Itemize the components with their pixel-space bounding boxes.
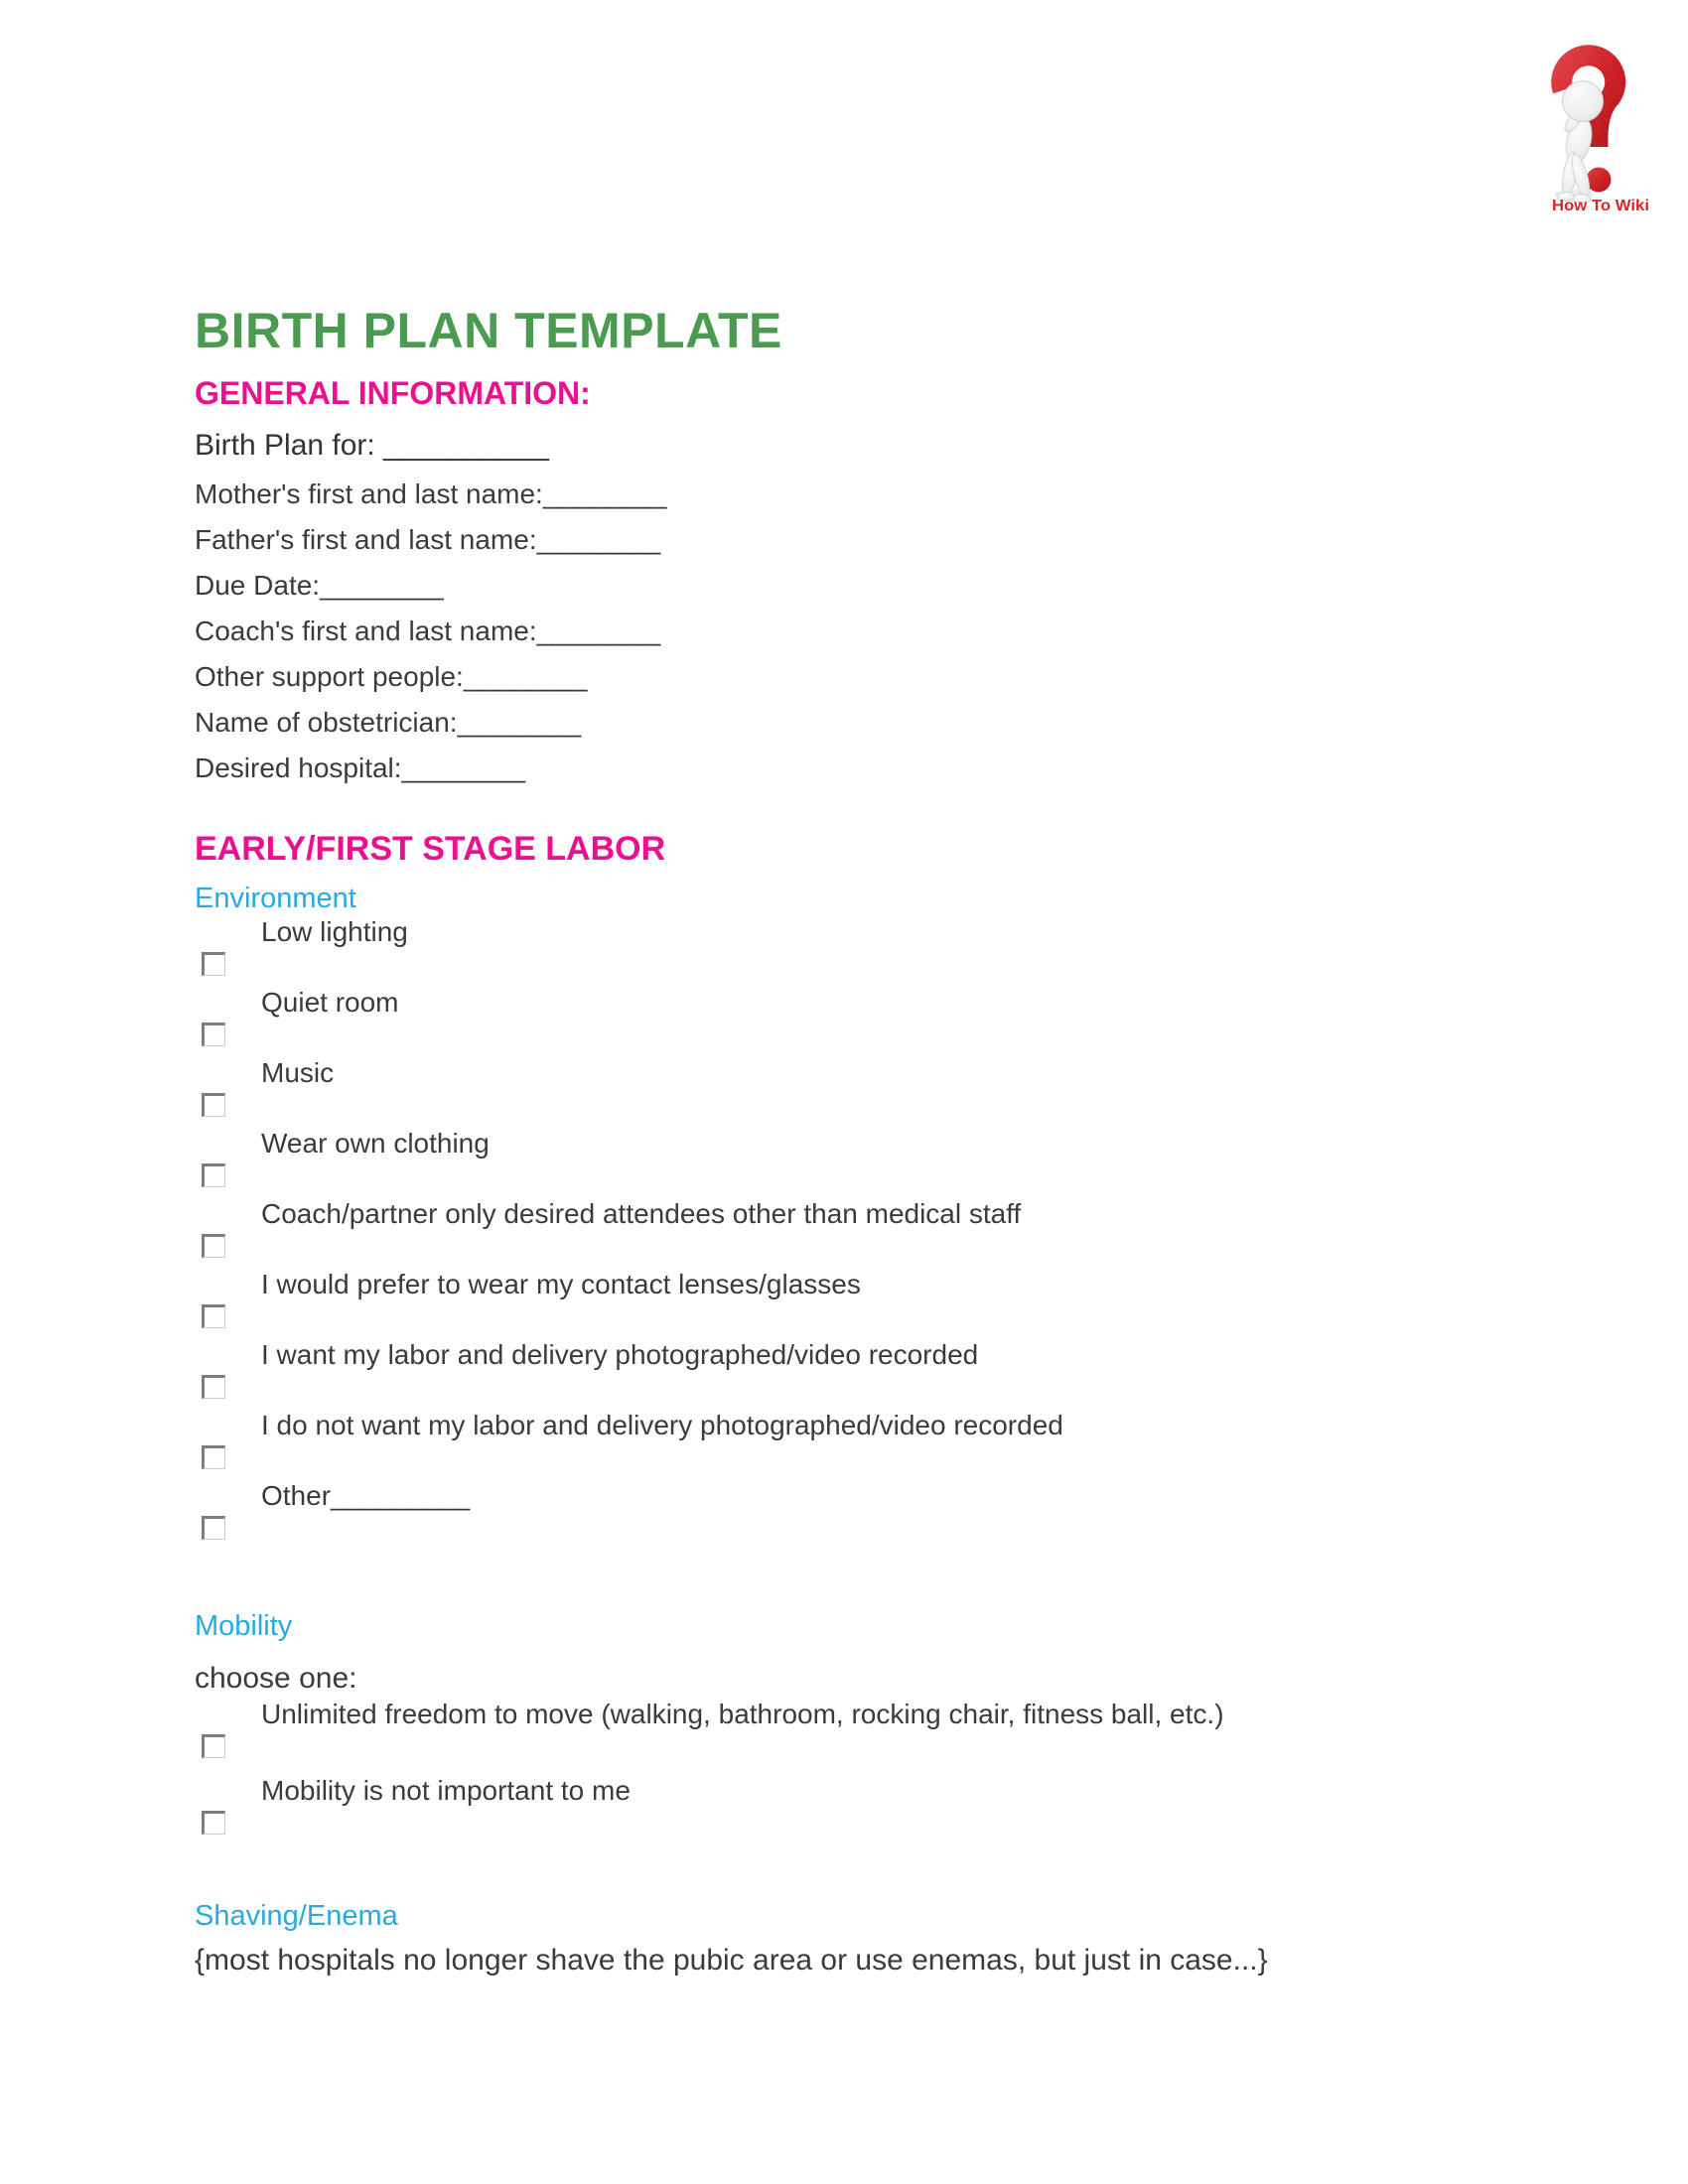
section-heading-early-first-stage-labor: EARLY/FIRST STAGE LABOR	[195, 830, 666, 868]
checklist-item-label: Coach/partner only desired attendees other than medical staff	[261, 1198, 1022, 1229]
subsection-heading-shaving-enema: Shaving/Enema	[195, 1900, 398, 1932]
checklist-item-do-not-want-photographed	[195, 1408, 1515, 1469]
checkbox-want-photographed[interactable]	[202, 1375, 225, 1399]
document-content	[195, 301, 1515, 1979]
checklist-item-low-lighting	[195, 914, 1515, 976]
field-other-support-people: Other support people:________	[195, 661, 588, 692]
subsection-heading-environment: Environment	[195, 883, 356, 914]
checkbox-contact-lenses[interactable]	[202, 1304, 225, 1328]
checklist-item-contact-lenses	[195, 1267, 1515, 1328]
checkbox-environment-other[interactable]	[202, 1516, 225, 1540]
checkbox-mobility-not-important[interactable]	[202, 1811, 225, 1835]
checkbox-music[interactable]	[202, 1093, 225, 1117]
subsection-heading-mobility: Mobility	[195, 1610, 293, 1642]
checklist-item-label: I would prefer to wear my contact lenses/glasses	[261, 1269, 861, 1299]
field-fathers-name: Father's first and last name:________	[195, 524, 661, 555]
checklist-item-music	[195, 1055, 1515, 1117]
checklist-item-label: Other_________	[261, 1480, 471, 1511]
checklist-item-label: I want my labor and delivery photographed/video recorded	[261, 1339, 979, 1370]
checklist-item-label: Quiet room	[261, 987, 399, 1018]
field-due-date: Due Date:________	[195, 570, 444, 601]
thinking-figure-question-mark-icon	[1549, 36, 1652, 216]
field-obstetrician-name: Name of obstetrician:________	[195, 707, 582, 738]
checklist-item-quiet-room	[195, 985, 1515, 1046]
checklist-item-mobility-not-important	[195, 1773, 1515, 1835]
checklist-item-label: Wear own clothing	[261, 1128, 490, 1159]
shaving-enema-note: {most hospitals no longer shave the pubic area or use enemas, but just in case...}	[195, 1944, 1268, 1977]
checkbox-do-not-want-photographed[interactable]	[202, 1445, 225, 1469]
checklist-item-label: Unlimited freedom to move (walking, bathroom, rocking chair, fitness ball, etc.)	[261, 1699, 1224, 1729]
checklist-item-label: Low lighting	[261, 916, 408, 947]
checkbox-wear-own-clothing[interactable]	[202, 1163, 225, 1187]
field-desired-hospital: Desired hospital:________	[195, 752, 526, 783]
brand-name: How To Wiki	[1552, 198, 1649, 214]
checkbox-low-lighting[interactable]	[202, 952, 225, 976]
field-mothers-name: Mother's first and last name:________	[195, 478, 667, 509]
general-fields	[195, 472, 1515, 791]
section-heading-general-information: GENERAL INFORMATION:	[195, 375, 591, 411]
checklist-item-environment-other	[195, 1478, 1515, 1540]
checklist-item-label: I do not want my labor and delivery photographed/video recorded	[261, 1410, 1063, 1440]
page-title: BIRTH PLAN TEMPLATE	[195, 303, 782, 358]
checklist-item-unlimited-freedom	[195, 1697, 1515, 1758]
field-coachs-name: Coach's first and last name:________	[195, 615, 661, 646]
environment-checklist	[195, 914, 1515, 1549]
checklist-item-label: Mobility is not important to me	[261, 1775, 631, 1806]
checkbox-unlimited-freedom[interactable]	[202, 1734, 225, 1758]
checkbox-quiet-room[interactable]	[202, 1023, 225, 1046]
mobility-checklist	[195, 1697, 1515, 1849]
mobility-instruction: choose one:	[195, 1662, 357, 1695]
checklist-item-coach-partner-only	[195, 1196, 1515, 1258]
checkbox-coach-partner-only[interactable]	[202, 1234, 225, 1258]
field-birth-plan-for: Birth Plan for: __________	[195, 429, 549, 462]
checklist-item-wear-own-clothing	[195, 1126, 1515, 1187]
brand-logo	[1549, 36, 1652, 216]
checklist-item-label: Music	[261, 1057, 335, 1088]
checklist-item-want-photographed	[195, 1337, 1515, 1399]
